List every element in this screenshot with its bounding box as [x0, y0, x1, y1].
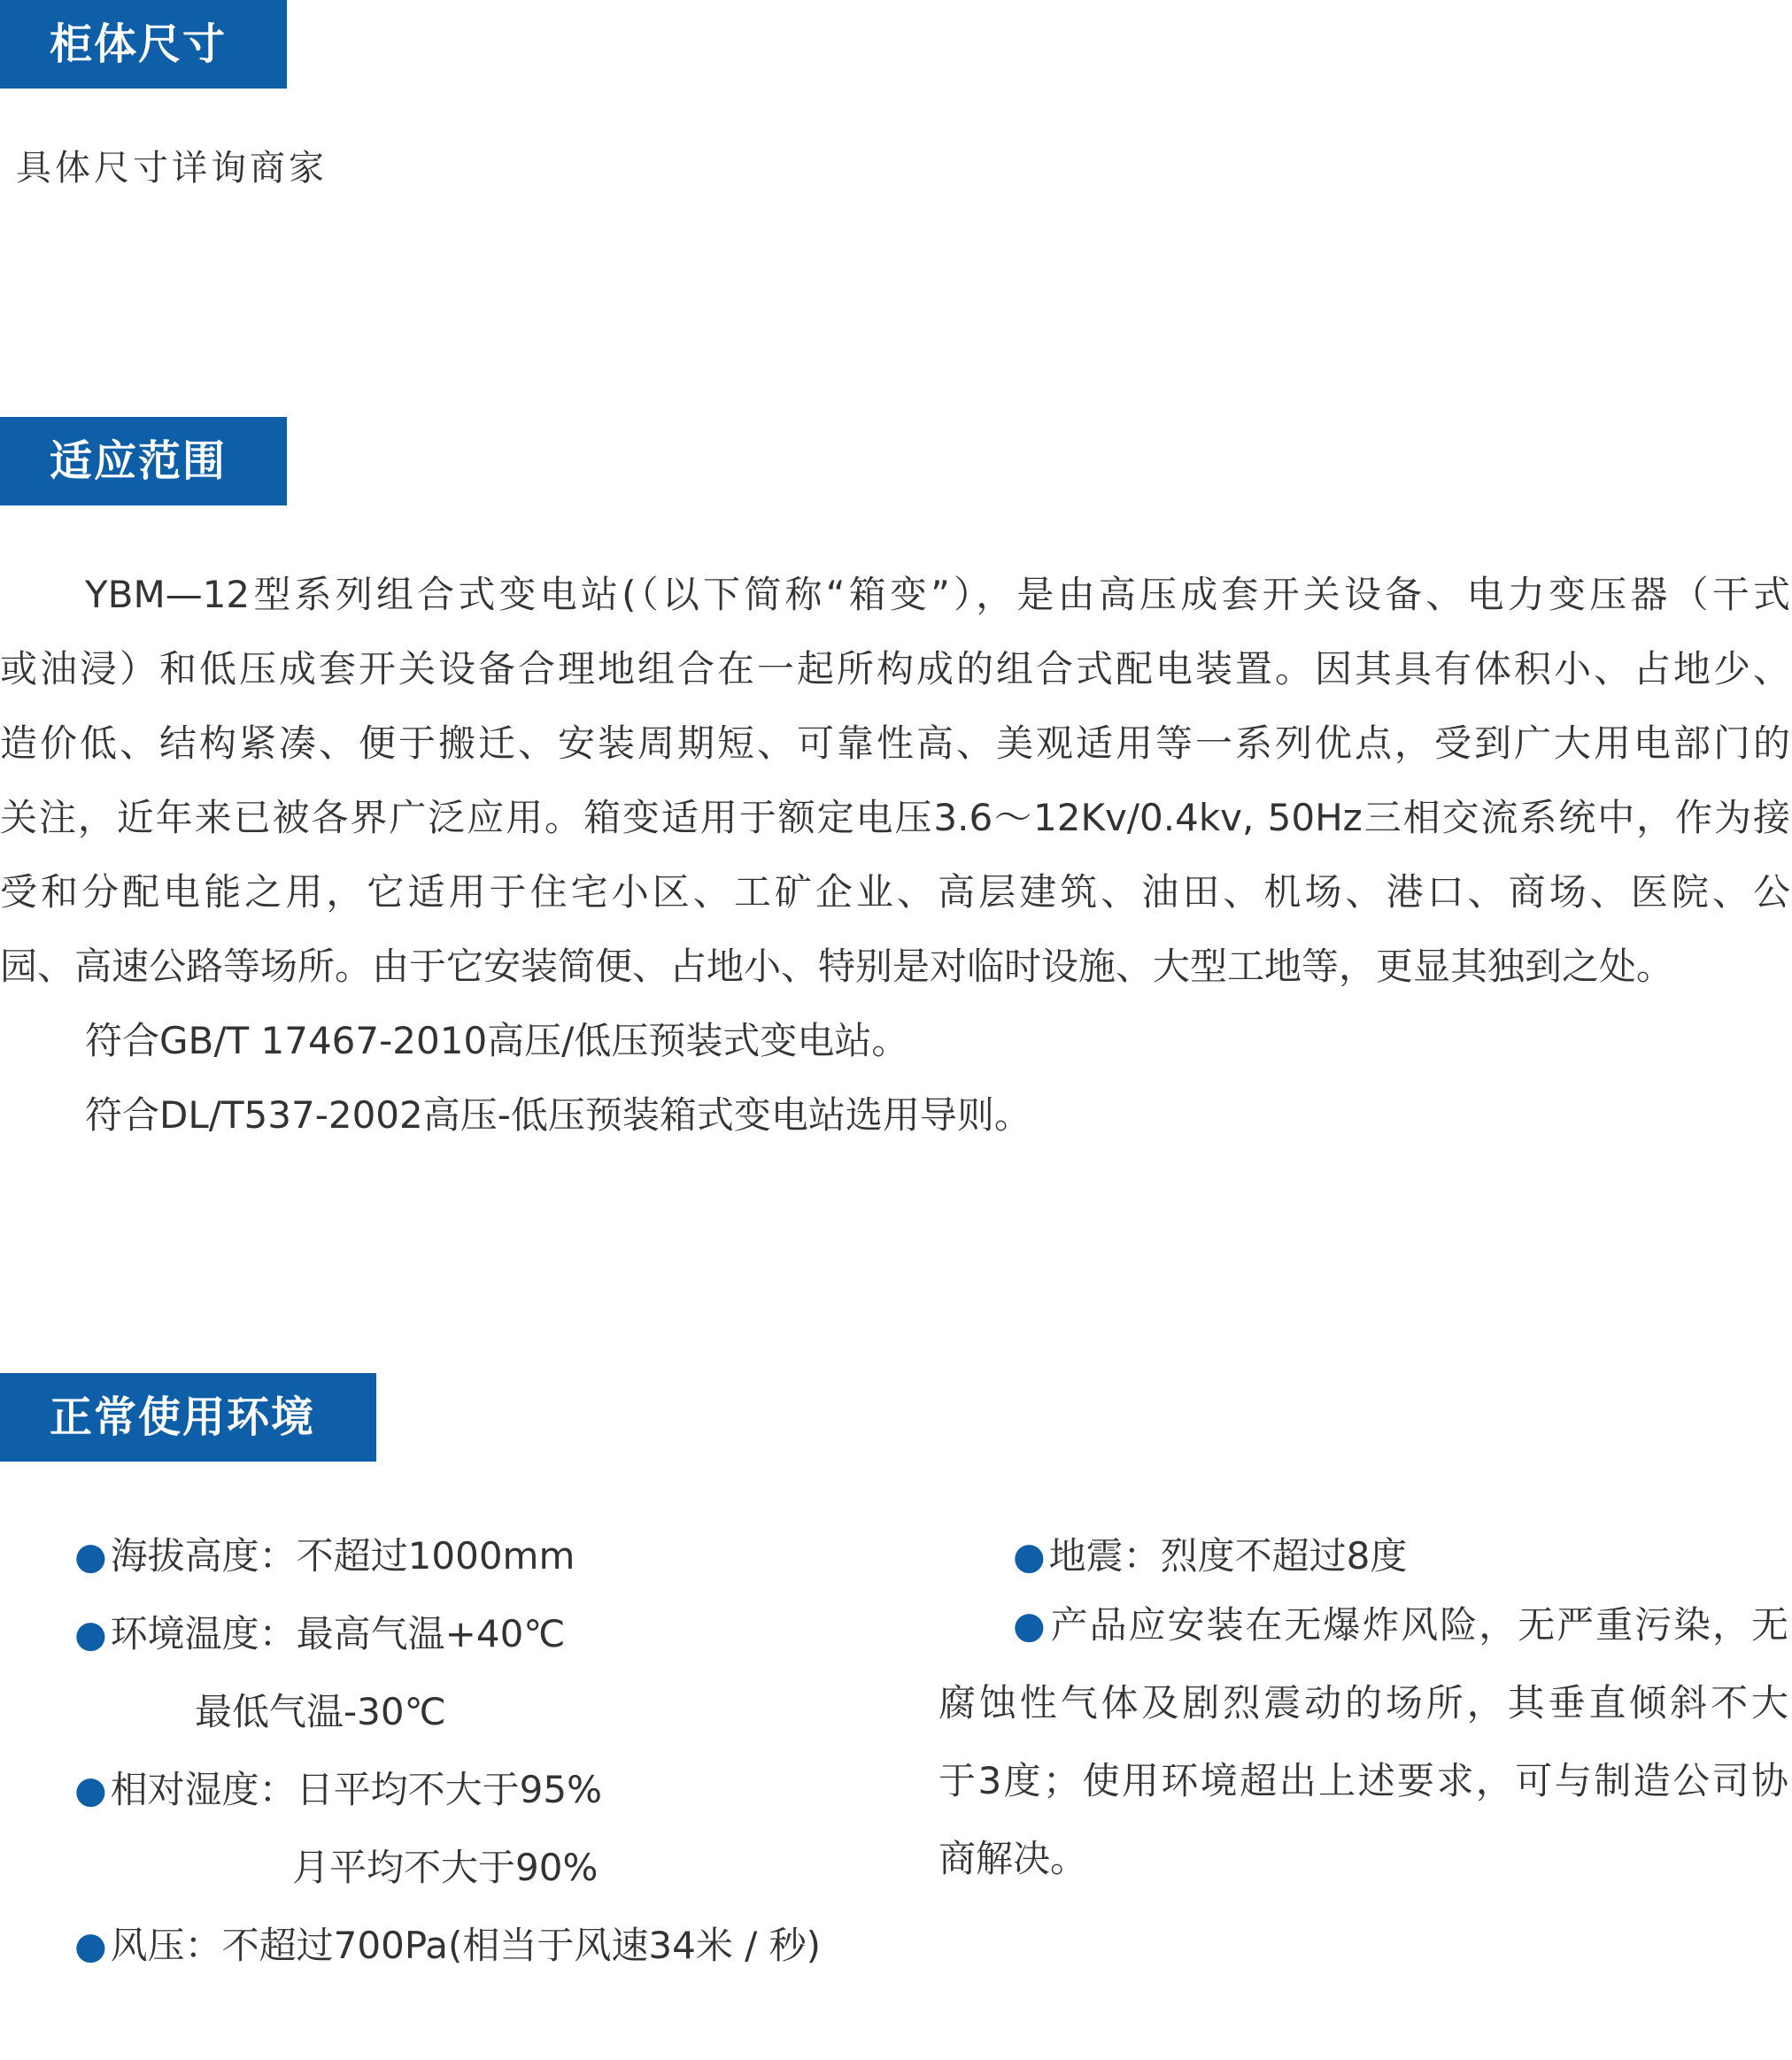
env-humidity-month-text: 月平均不大于90% — [292, 1846, 599, 1889]
bullet-icon: ● — [74, 1924, 107, 1967]
scope-line: 关注，近年来已被各界广泛应用。箱变适用于额定电压3.6～12Kv/0.4kv, 50Hz三相交流系统中，作为接 — [0, 796, 1790, 839]
env-temp-max-text: 环境温度：最高气温+40℃ — [110, 1612, 566, 1655]
scope-line: 园、高速公路等场所。由于它安装简便、占地小、特别是对临时设施、大型工地等，更显其独到之处。 — [0, 945, 1674, 988]
env-wind — [74, 1917, 821, 1970]
env-temperature — [74, 1605, 565, 1658]
env-earthquake — [1013, 1527, 1407, 1580]
env-install-line: 商解决。 — [938, 1837, 1088, 1880]
section-title-environment: 正常使用环境 — [0, 1373, 376, 1462]
scope-line: YBM—12型系列组合式变电站(（以下简称“箱变”），是由高压成套开关设备、电力变压器（干式 — [85, 573, 1790, 616]
section-title-dimensions: 柜体尺寸 — [0, 0, 287, 89]
scope-line: 受和分配电能之用，它适用于住宅小区、工矿企业、高层建筑、油田、机场、港口、商场、医院、公 — [0, 870, 1790, 914]
dimensions-text: 具体尺寸详询商家 — [16, 148, 328, 189]
env-humidity — [74, 1761, 602, 1814]
env-install-line: 于3度；使用环境超出上述要求，可与制造公司协 — [938, 1759, 1788, 1802]
section-title-scope: 适应范围 — [0, 417, 287, 505]
bullet-icon: ● — [74, 1612, 107, 1655]
bullet-icon: ● — [1013, 1534, 1046, 1578]
scope-line: 造价低、结构紧凑、便于搬迁、安装周期短、可靠性高、美观适用等一系列优点，受到广大用电部门的 — [0, 721, 1790, 765]
bullet-icon: ● — [74, 1534, 107, 1578]
bullet-icon: ● — [74, 1768, 107, 1811]
env-earthquake-text: 地震：烈度不超过8度 — [1048, 1534, 1408, 1578]
env-humidity-day-text: 相对湿度：日平均不大于95% — [110, 1768, 603, 1811]
env-install-line: ●产品应安装在无爆炸风险，无严重污染，无 — [1013, 1603, 1788, 1647]
env-install-line: 腐蚀性气体及剧烈震动的场所，其垂直倾斜不大 — [938, 1681, 1788, 1724]
scope-line: 或油浸）和低压成套开关设备合理地组合在一起所构成的组合式配电装置。因其具有体积小、占地少、 — [0, 647, 1790, 691]
standard-gb: 符合GB/T 17467-2010高压/低压预装式变电站。 — [85, 1019, 909, 1062]
bullet-icon: ● — [1013, 1603, 1047, 1647]
scope-paragraph — [0, 558, 1792, 1153]
env-wind-text: 风压：不超过700Pa(相当于风速34米 / 秒) — [110, 1924, 822, 1967]
env-altitude — [74, 1527, 575, 1580]
standard-dl: 符合DL/T537-2002高压-低压预装箱式变电站选用导则。 — [85, 1093, 1031, 1137]
env-altitude-text: 海拔高度：不超过1000mm — [110, 1534, 575, 1578]
env-temp-min-text: 最低气温-30℃ — [195, 1690, 446, 1733]
env-install — [938, 1586, 1788, 1898]
